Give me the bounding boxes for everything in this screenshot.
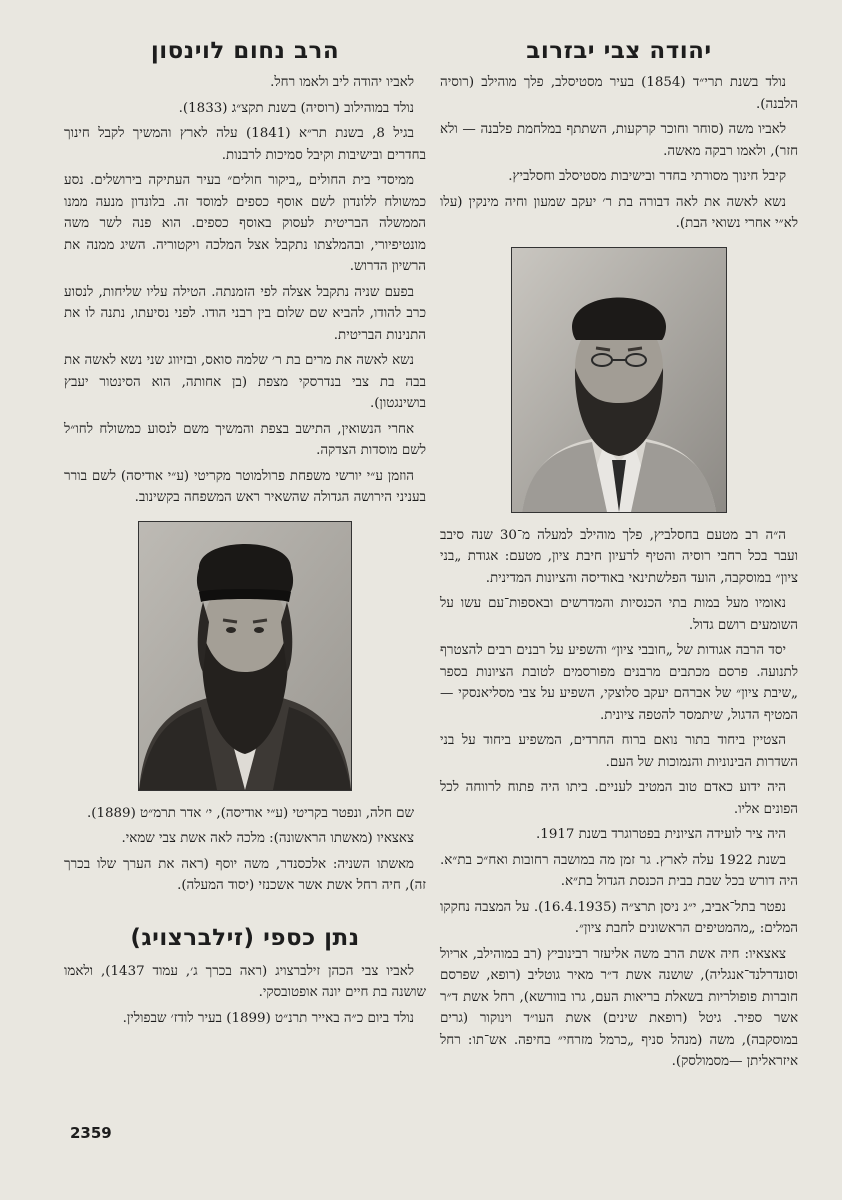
right-column [440, 36, 798, 1077]
portrait-photo-levinson [138, 521, 352, 791]
paragraph: הוזמן ע״י יורשי משפחת פרולמוטר מקריטי (ע״י אודיסה) לשם בורר בעניני הירושה הגדולה שהשאיר ראש המשפחה בקשינוב. [64, 468, 426, 505]
paragraph: בגיל 8, בשנת תר״א (1841) עלה לארץ והמשיך לקבל חינוך בחדרים ובישיבות וקיבל סמיכות לרבנות. [64, 126, 426, 163]
levinson-bio-bottom [64, 803, 426, 897]
paragraph: לאביו צבי הכהן זילברצויג (ראה בכרך ג׳, עמוד 1437), ולאמו שושנה בת חיים יונה אופטובסקי. [64, 963, 426, 1000]
paragraph: ממיסדי בית החולים „ביקור חולים״ בעיר העתיקה בירושלים. נסע כמשולח ללונדון לשם אוסף כספים למוסד זה. בלונדון מנעה ממנו הממשלה הבריטית לעסוק באוסף כספים. הוא פנה לשר משה מונטיפיורי, ובהמלצתו נתקבל אצל המלכה ויקטוריה. השיג ממנה את הרשיון הדרוש. [64, 173, 426, 274]
paragraph: היה ציר לועידה הציונית בפטרוגרד בשנת 1917. [536, 827, 786, 842]
paragraph: מאשתו השניה: אלכסנדר, משה יוסף (ראה את הערך שלו בכרך זה), חיה רחל אשת אשר אשכנזי (יסוד המעלה). [64, 856, 426, 893]
paragraph: אחרי הנשואין, התישב בצפת והמשיך משם לנסוע כמשולח לחו״ל לשם מוסדות הצדקה. [64, 421, 426, 458]
article-title-kaspi: נתן כספי (זילברצויג) [130, 924, 360, 951]
kaspi-bio [64, 961, 426, 1030]
paragraph: נפטר בתל־אביב, י״ג ניסן תרצ״ה (16.4.1935). על המצבה נחקקו המלים: „מהמטיפים הראשונים לחבת ציון״. [440, 899, 798, 936]
paragraph: היה ידוע כאדם טוב המטיב לעניים. ביתו היה פתוח לרווחה לכל הפונים אליו. [440, 780, 798, 817]
paragraph: נאומיו מעל במות בתי הכנסיות והמדרשים ובאספות־עם עשו על השומעים רושם גדול. [440, 596, 798, 633]
paragraph: ה״ה רב מטעם בחסלביץ, פלך מוהילב למעלה מ־30 שנה סיבב ועבר בכל רחבי רוסיה והטיף לרעיון חיבת ציון, מטעם: אגודת „בני ציון״ במוסקבה, הועד הפלשתינאי באודיסה והציונות המדינית. [440, 527, 798, 586]
paragraph: שם חלה, ונפטר בקריטי (ע״י אודיסה), י׳ אדר תרמ״ט (1889). [87, 805, 414, 821]
paragraph: נשא לאשה את לאה דבורה בת ר׳ יעקב שמעון וחיה מינקין (עלו לא״י אחרי נשואי הבת). [440, 194, 798, 231]
paragraph: צאצאיו (מאשתו הראשונה): מלכה לאה אשת צבי שמאי. [121, 831, 414, 846]
article-title-yavzarov: יהודה צבי יבזרוב [526, 38, 712, 64]
paragraph: בפעם שניה נתקבל אצלה לפי הזמנתה. הטילה עליו שליחות, לנסוע כרב להודו, להביא שם שלום בין רבני הודו. לפני נסיעתו, נתנה לו את התנינות הבריטית. [64, 284, 426, 343]
paragraph: נולד ביום כ״ה באייר תרנ״ט (1899) בעיר לודז׳ שבפולין. [122, 1010, 414, 1026]
paragraph: צאצאיו: חיה אשת הרב משה אליעזר רבינוביץ (רב במוהילב, אריול וסונדרלנד־אנגליה), שושנה אשת ד״ר מאיר גוטליב (רופא, שפרסם חוברות פופולריות בשאלת בריאות העם, גרו בוורשא), רחל אשת ד״ר אשר ספיר. גיטל (רופאת שינים) אשת העו״ד וינוקור (גרים במוסקבה), משה (מנהל סניף „כרמל מזרחי״ בחיפה. אש־תו: רחל איזראליתן —מסמולסק). [440, 946, 798, 1069]
paragraph: בשנת 1922 עלה לארץ. גר זמן מה במושבה רחובות ואח״כ בת״א. היה דורש בכל שבת בבית הכנסת הגדול בת״א. [440, 852, 798, 889]
paragraph: יסד הרבה אגודות של „חובבי ציון״ והשפיע על רבנים רבים להצטרף לתנועה. פרסם מכתבים מרבנים מפורסמים לטובת הציונות בספר „שיבת ציון״ של אברהם יעקב סלוצקי, השפיע על צבי מסליאנסקי — המטיף הדגול, שיתמסר להטפה ציונית. [440, 643, 798, 723]
paragraph: נולד בשנת תרי״ד (1854) בעיר מסטיסלב, פלך מוהילב (רוסיה הלבנה). [440, 75, 798, 112]
yavzarov-bio-top [440, 72, 798, 235]
portrait-photo-yavzarov [511, 247, 727, 513]
paragraph: קיבל חינוך מסורתי בחדר ובישיבות מסטיסלב וחסלביץ. [508, 169, 786, 184]
yavzarov-bio-bottom [440, 525, 798, 1073]
paragraph: נשא לאשה את מרים בת ר׳ שלמה סואס, ובזיווג שני נשא לאשה את בבה בת צבי בנדרסקי מצפת (בן אחותה, הוא הסינטור יעבץ בושינגטון). [64, 353, 426, 411]
paragraph: נולד במוהילוב (רוסיה) בשנת תקצ״ג (1833). [178, 100, 414, 116]
paragraph: הצטיין ביחוד בתור נואם ברוח החרדים, המשפיע ביחוד על בני השדרות הבינוניות והנמוכות של העם. [440, 733, 798, 770]
paragraph: לאביו יהודה ליב ולאמו רחל. [270, 75, 414, 90]
article-title-levinson: הרב נחום לוינסון [150, 38, 340, 64]
page-number: 2359 [70, 1124, 112, 1142]
left-column [64, 36, 426, 1033]
paragraph: לאביו משה (סוחר וחוכר קרקעות, השתתף במלחמת פלבנה — ולא חזר), ולאמו רבקה מאשה. [440, 122, 798, 159]
levinson-bio-top [64, 72, 426, 509]
